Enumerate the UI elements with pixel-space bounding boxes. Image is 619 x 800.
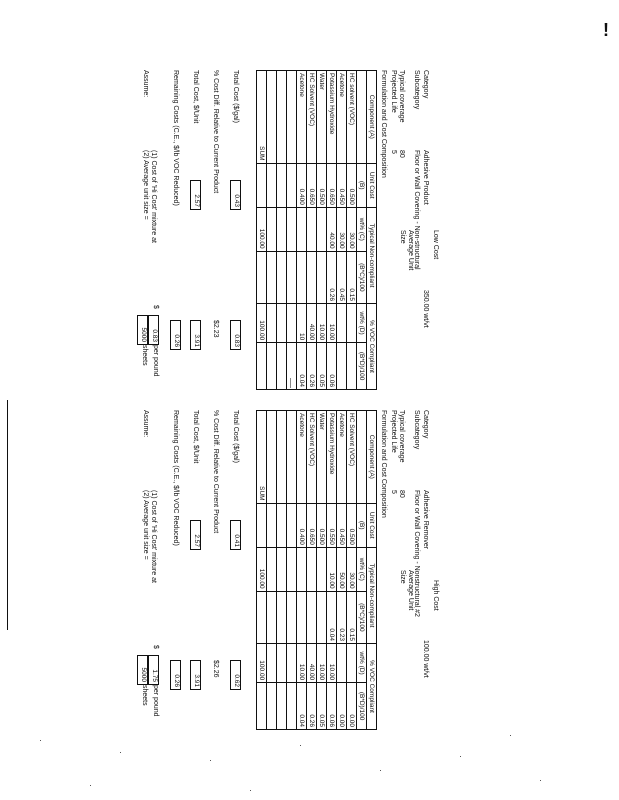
assume-label: Assume: xyxy=(142,70,149,98)
scan-noise xyxy=(210,760,211,761)
table-row: HC solvent (VOC) 0.500 30.00 0.15 xyxy=(347,71,357,390)
panel-low-cost xyxy=(0,70,619,400)
table-row xyxy=(287,411,297,730)
remaining-label: Remaining Costs (C.E., $/lb VOC Reduced) xyxy=(172,410,179,546)
assume-line-2: (2) Average unit size = xyxy=(142,490,149,560)
category-value: Adhesive Product xyxy=(422,150,429,205)
sum-row: SUM 100.00 100.00 xyxy=(257,411,267,730)
subcategory-label: Subcategory xyxy=(413,70,420,110)
hdr-wt2: wt% (D) xyxy=(357,644,367,683)
total-cost-label: Total Cost ($/gal) xyxy=(232,70,239,123)
average-unit: Average Unit xyxy=(407,570,414,611)
scan-noise xyxy=(510,735,511,736)
life-value: 5 xyxy=(390,490,397,494)
assume-line-1: (1) Cost of 'Hi Cost' mixture at xyxy=(150,490,157,583)
table-row xyxy=(267,71,277,390)
dollar-sign: $ xyxy=(152,645,159,649)
table-row: Acetone 0.400 10 0.04 xyxy=(297,71,307,390)
pct-diff-label: % Cost Diff. Relative to Current Product xyxy=(212,70,219,194)
total-cost: 0.41 xyxy=(230,520,241,550)
table-row xyxy=(277,71,287,390)
hdr-typical: Typical Non-compliant xyxy=(367,207,377,303)
coverage-value: 80 xyxy=(398,150,405,158)
total-unit: 2.57 xyxy=(190,520,201,550)
total-unit-label: Total Cost, $/Unit xyxy=(192,70,199,124)
scan-noise xyxy=(380,770,381,771)
composition-table xyxy=(256,410,377,730)
hdr-cost-calc: (B*C)/100 xyxy=(357,251,367,303)
scan-noise xyxy=(540,780,541,781)
table-row: HC Solvent (VOC) 0.650 40.00 0.26 xyxy=(307,411,317,730)
unit-size-unit: sheets xyxy=(141,685,148,706)
life-label: Projected Life xyxy=(390,70,397,113)
unit-size-value: 5000 xyxy=(137,315,148,345)
subcategory-value: Floor or Wall Covering - Nonstructural #2 xyxy=(413,490,420,617)
table-row: HC Solvent (VOC) 0.500 30.00 0.15 0.00 xyxy=(347,411,357,730)
table-row: Potassium Hydroxide 0.550 10.00 0.04 10.00 0.06 xyxy=(327,411,337,730)
total-cost-label: Total Cost ($/gal) xyxy=(232,410,239,463)
remaining-label: Remaining Costs (C.E., $/lb VOC Reduced) xyxy=(172,70,179,206)
table-row: Water 0.500 10.00 0.05 xyxy=(317,71,327,390)
hdr-wt: wt% (C) xyxy=(357,547,367,591)
total-cost-2: 0.83 xyxy=(230,320,241,350)
hdr-component: Component (A) xyxy=(367,71,377,164)
hi-cost-unit: per pound xyxy=(152,345,159,377)
table-row: Potassium Hydroxide 0.650 40.00 0.26 10.00 0.06 xyxy=(327,71,337,390)
table-row xyxy=(277,411,287,730)
life-value: 5 xyxy=(390,150,397,154)
unit-size-unit: sheets xyxy=(141,345,148,366)
hdr-unit-cost: Unit Cost xyxy=(367,503,377,547)
hdr-b: (B) xyxy=(357,503,367,547)
hdr-b: (B) xyxy=(357,163,367,207)
cost-level: High Cost xyxy=(432,580,439,611)
hi-cost-value: 0.83 xyxy=(148,315,159,345)
life-label: Projected Life xyxy=(390,410,397,453)
assume-label: Assume: xyxy=(142,410,149,438)
corner-mark: ! xyxy=(603,20,609,40)
category-label: Category xyxy=(422,410,429,439)
pct-diff: $2.26 xyxy=(212,660,219,678)
hi-cost-value: 1.75 xyxy=(148,655,159,685)
table-row: HC Solvent (VOC) 0.650 40.00 0.26 xyxy=(307,71,317,390)
total-cost: 0.43 xyxy=(230,180,241,210)
remaining: 0.26 xyxy=(170,320,181,350)
category-label: Category xyxy=(422,70,429,99)
hi-cost-unit: per pound xyxy=(152,685,159,717)
scan-noise xyxy=(120,752,121,753)
hdr-typical: Typical Non-compliant xyxy=(367,547,377,643)
scan-noise xyxy=(250,790,251,791)
hdr-bd: (B*D)/100 xyxy=(357,683,367,730)
voc-value: 350.00 wt/vt xyxy=(422,290,429,328)
scan-noise xyxy=(90,785,91,786)
table-row: Water 0.500 10.00 0.05 xyxy=(317,411,327,730)
total-unit-2: 3.91 xyxy=(190,660,201,690)
table-row: Acetone 0.400 10.00 0.04 xyxy=(297,411,307,730)
unit-size-value: 5000 xyxy=(137,655,148,685)
panel-high-cost xyxy=(0,410,619,750)
hdr-wt2: wt% (D) xyxy=(357,304,367,343)
subcategory-value: Floor or Wall Covering - Non-structural xyxy=(413,150,420,270)
total-unit: 2.57 xyxy=(190,180,201,210)
hdr-component: Component (A) xyxy=(367,411,377,504)
sum-row: SUM 100.00 100.00 xyxy=(257,71,267,390)
size: Size xyxy=(399,570,406,584)
table-row xyxy=(287,71,297,390)
hdr-voc-compliant: % VOC Compliant xyxy=(367,644,377,730)
scan-noise xyxy=(300,745,301,746)
cost-level: Low Cost xyxy=(432,230,439,260)
voc-value: 100.00 wt/vt xyxy=(422,640,429,678)
table-row: Acetone 0.450 50.00 0.23 0.00 xyxy=(337,411,347,730)
hdr-wt: wt% (C) xyxy=(357,207,367,251)
total-unit-2: 3.91 xyxy=(190,320,201,350)
hdr-unit-cost: Unit Cost xyxy=(367,163,377,207)
hdr-bd: (B*D)/100 xyxy=(357,343,367,390)
pct-diff: $2.23 xyxy=(212,320,219,338)
assume-line-1: (1) Cost of 'Hi Cost' mixture at xyxy=(150,150,157,243)
average-unit: Average Unit xyxy=(407,230,414,271)
coverage-label: Typical coverage xyxy=(398,70,405,123)
assume-line-2: (2) Average unit size = xyxy=(142,150,149,220)
pct-diff-label: % Cost Diff. Relative to Current Product xyxy=(212,410,219,534)
form-title: Formulation and Cost Composition xyxy=(380,70,387,178)
coverage-label: Typical coverage xyxy=(398,410,405,463)
scan-noise xyxy=(40,740,41,741)
table-row: Acetone 0.450 30.00 0.45 xyxy=(337,71,347,390)
hdr-cost-calc: (B*C)/100 xyxy=(357,591,367,643)
hdr-voc-compliant: % VOC Compliant xyxy=(367,304,377,390)
remaining: 0.26 xyxy=(170,660,181,690)
size: Size xyxy=(399,230,406,244)
subcategory-label: Subcategory xyxy=(413,410,420,450)
dollar-sign: $ xyxy=(152,305,159,309)
coverage-value: 80 xyxy=(398,490,405,498)
scan-noise xyxy=(460,756,461,757)
table-row xyxy=(267,411,277,730)
category-value: Adhesive Remover xyxy=(422,490,429,550)
form-title: Formulation and Cost Composition xyxy=(380,410,387,518)
total-unit-label: Total Cost, $/Unit xyxy=(192,410,199,464)
composition-table xyxy=(256,70,377,390)
total-cost-2: 0.62 xyxy=(230,660,241,690)
